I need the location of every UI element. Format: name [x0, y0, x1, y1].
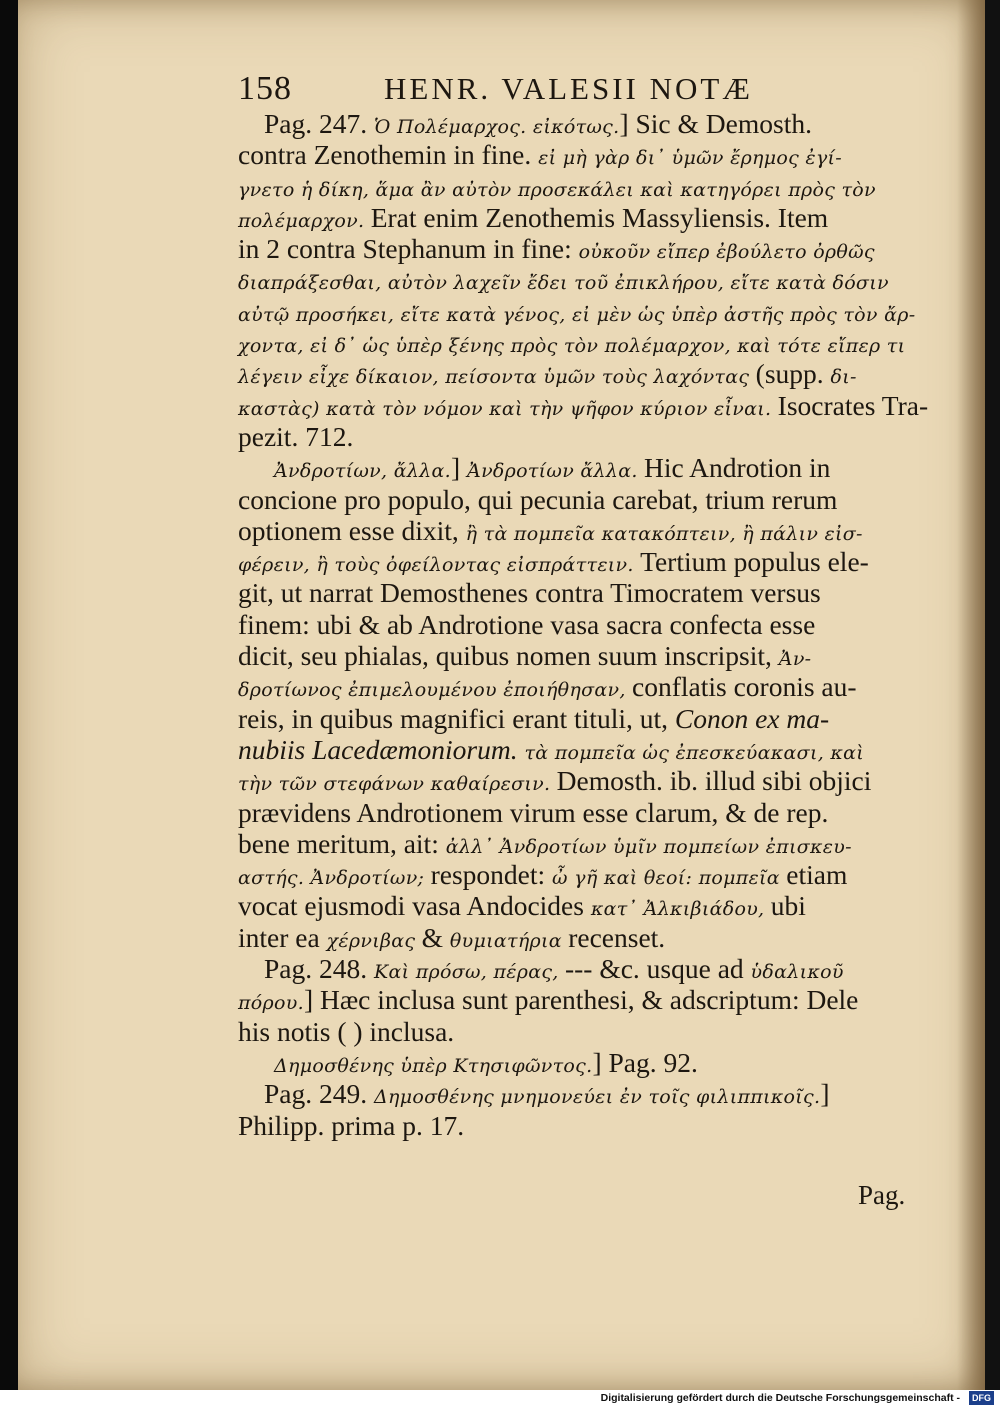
catchword: Pag. [858, 1180, 906, 1210]
latin-text: ubi [770, 890, 806, 922]
text-line [238, 828, 918, 859]
text-line [238, 984, 918, 1015]
latin-text: finem: ubi & ab Androtione vasa sacra confecta esse [238, 608, 816, 640]
running-title: HENR. VALESII NOTÆ [384, 71, 753, 106]
latin-text: recenset. [568, 921, 666, 953]
latin-text: conflatis coronis au- [632, 671, 857, 703]
greek-text: τὰ πομπεῖα ὡς ἐπεσκεύακασι, καὶ [524, 741, 865, 764]
latin-text: concione pro populo, qui pecunia carebat, trium rerum [238, 483, 838, 515]
text-line [238, 765, 918, 796]
latin-text: dicit, seu phialas, quibus nomen suum inscripsit, [238, 640, 779, 672]
greek-text: δι- [830, 366, 857, 389]
text-line [238, 546, 918, 577]
latin-text: inter ea [238, 921, 327, 953]
greek-text: Ἀν- [778, 648, 812, 671]
latin-text: etiam [786, 859, 848, 891]
page-header [238, 70, 918, 110]
page-number: 158 [238, 70, 292, 107]
latin-text: Hic Androtion in [644, 452, 831, 484]
greek-text: θυμιατήρια [449, 929, 569, 952]
scanner-edge [0, 0, 18, 1390]
latin-text: bene meritum, ait: [238, 827, 446, 859]
text-line [238, 859, 918, 890]
latin-text: respondet: [430, 859, 553, 891]
italic-text: nubiis Lacedæmoniorum. [238, 733, 525, 765]
latin-text: optionem esse dixit, [238, 514, 466, 546]
greek-text: γνετο ἡ δίκη, ἅμα ἂν αὐτὸν προσεκάλει καὶ κατηγόρει πρὸς τὸν [238, 178, 876, 201]
text-line [238, 890, 918, 921]
latin-text: his notis ( ) inclusa. [238, 1015, 455, 1047]
text-line [238, 327, 918, 358]
greek-text: δροτίωνος ἐπιμελουμένου ἐποιήθησαν, [238, 679, 633, 702]
text-line [238, 1110, 918, 1141]
text-line [238, 1016, 918, 1047]
greek-text: Ἀνδροτίων ἄλλα. [467, 460, 645, 483]
text-line [238, 233, 918, 264]
greek-text: Καὶ πρόσω, πέρας, [374, 961, 565, 984]
latin-text: Pag. 247. [264, 108, 374, 139]
text-line [238, 640, 918, 671]
greek-text: Ἀνδροτίων, ἄλλα. [274, 460, 451, 483]
latin-text: prævidens Androtionem virum esse clarum, & de rep. [238, 796, 829, 828]
greek-text: ὑδαλικοῦ [750, 961, 844, 984]
greek-text: διαπράξεσθαι, αὐτὸν λαχεῖν ἔδει τοῦ ἐπικλήρου, εἴτε κατὰ δόσιν [238, 272, 889, 295]
latin-text: vocat ejusmodi vasa Andocides [238, 890, 591, 922]
latin-text: Pag. 248. [264, 953, 374, 985]
greek-text: τὴν τῶν στεφάνων καθαίρεσιν. [238, 773, 557, 796]
greek-text: Ὁ Πολέμαρχος. εἰκότως. [374, 116, 620, 138]
text-line [238, 389, 929, 421]
text-line [238, 671, 918, 702]
latin-text: git, ut narrat Demosthenes contra Timocratem versus [238, 577, 821, 609]
text-line [238, 953, 918, 984]
italic-text: Conon ex ma- [674, 702, 830, 734]
latin-text: reis, in quibus magnifici erant tituli, ut, [238, 702, 675, 734]
text-line [238, 577, 918, 608]
text-line [238, 609, 918, 640]
text-line [238, 1047, 918, 1078]
text-line [238, 202, 918, 233]
greek-text: ὦ γῆ καὶ θεοί: πομπεῖα [552, 867, 787, 890]
latin-text: in 2 contra Stephanum in fine: [238, 233, 579, 265]
text-line [238, 734, 918, 765]
latin-text: ] [820, 1078, 830, 1110]
text-line [238, 139, 918, 170]
greek-text: αὐτῷ προσήκει, εἴτε κατὰ γένος, εἰ μὲν ὡς ὑπὲρ ἀστῆς πρὸς τὸν ἄρ- [238, 303, 916, 326]
text-line [238, 108, 918, 139]
greek-text: χοντα, εἰ δ᾽ ὡς ὑπὲρ ξένης πρὸς τὸν πολέμαρχον, καὶ τότε εἴπερ τι [238, 335, 906, 358]
latin-text: ] [451, 452, 468, 484]
greek-text: εἰ μὴ γὰρ δι᾽ ὑμῶν ἔρημος ἐγί- [538, 147, 843, 170]
greek-text: χέρνιβας [326, 929, 422, 952]
latin-text: --- &c. usque ad [564, 953, 751, 985]
greek-text: πολέμαρχον. [238, 209, 371, 232]
text-line [238, 452, 918, 483]
greek-text: Δημοσθένης ὑπὲρ Κτησιφῶντος. [274, 1054, 593, 1077]
text-line [238, 171, 918, 202]
greek-text: λέγειν εἶχε δίκαιον, πείσοντα ὑμῶν τοὺς λαχόντας [238, 366, 756, 389]
text-line [238, 797, 918, 828]
latin-text: pezit. 712. [238, 420, 354, 452]
greek-text: φέρειν, ἢ τοὺς ὀφείλοντας εἰσπράττειν. [238, 554, 641, 577]
text-line [238, 703, 918, 734]
latin-text: ] Pag. 92. [592, 1046, 698, 1078]
page-gutter-shadow [957, 0, 985, 1390]
footer-credit: Digitalisierung gefördert durch die Deutsche Forschungsgemeinschaft - [600, 1392, 960, 1404]
notes-body [238, 108, 929, 1141]
text-line [238, 484, 918, 515]
greek-text: αστής. Ἀνδροτίων; [238, 867, 431, 890]
text-line [238, 922, 918, 953]
latin-text: Philipp. prima p. 17. [238, 1109, 465, 1141]
latin-text: & [421, 921, 450, 953]
greek-text: οὐκοῦν εἴπερ ἐβούλετο ὀρθῶς [578, 241, 875, 264]
text-line [238, 1078, 918, 1109]
greek-text: πόρου. [238, 992, 304, 1015]
latin-text: Tertium populus ele- [640, 546, 869, 578]
text-line [238, 264, 918, 295]
latin-text: Pag. 249. [264, 1078, 374, 1110]
latin-text: Demosth. ib. illud sibi objici [556, 765, 872, 797]
greek-text: καστὰς) κατὰ τὸν νόμον καὶ τὴν ψῆφον κύριον εἶναι. [238, 397, 778, 420]
latin-text: contra Zenothemin in fine. [238, 139, 539, 171]
latin-text: ] Sic & Demosth. [619, 108, 812, 139]
greek-text: ἢ τὰ πομπεῖα κατακόπτειν, ἢ πάλιν εἰσ- [465, 522, 863, 545]
latin-text: ] Hæc inclusa sunt parenthesi, & adscriptum: Dele [303, 984, 859, 1016]
dfg-logo: DFG [969, 1391, 994, 1405]
latin-text: Erat enim Zenothemis Massyliensis. Item [370, 201, 829, 233]
greek-text: ἀλλ᾽ Ἀνδροτίων ὑμῖν πομπείων ἐπισκευ- [445, 835, 852, 858]
text-line [238, 421, 918, 452]
greek-text: Δημοσθένης μνημονεύει ἐν τοῖς φιλιππικοῖς. [374, 1086, 821, 1109]
latin-text: Isocrates Tra- [777, 389, 929, 421]
greek-text: κατ᾽ Ἀλκιβιάδου, [590, 898, 771, 921]
latin-text: (supp. [755, 358, 831, 390]
text-line [238, 515, 918, 546]
text-line [238, 296, 918, 327]
text-line [238, 358, 918, 389]
